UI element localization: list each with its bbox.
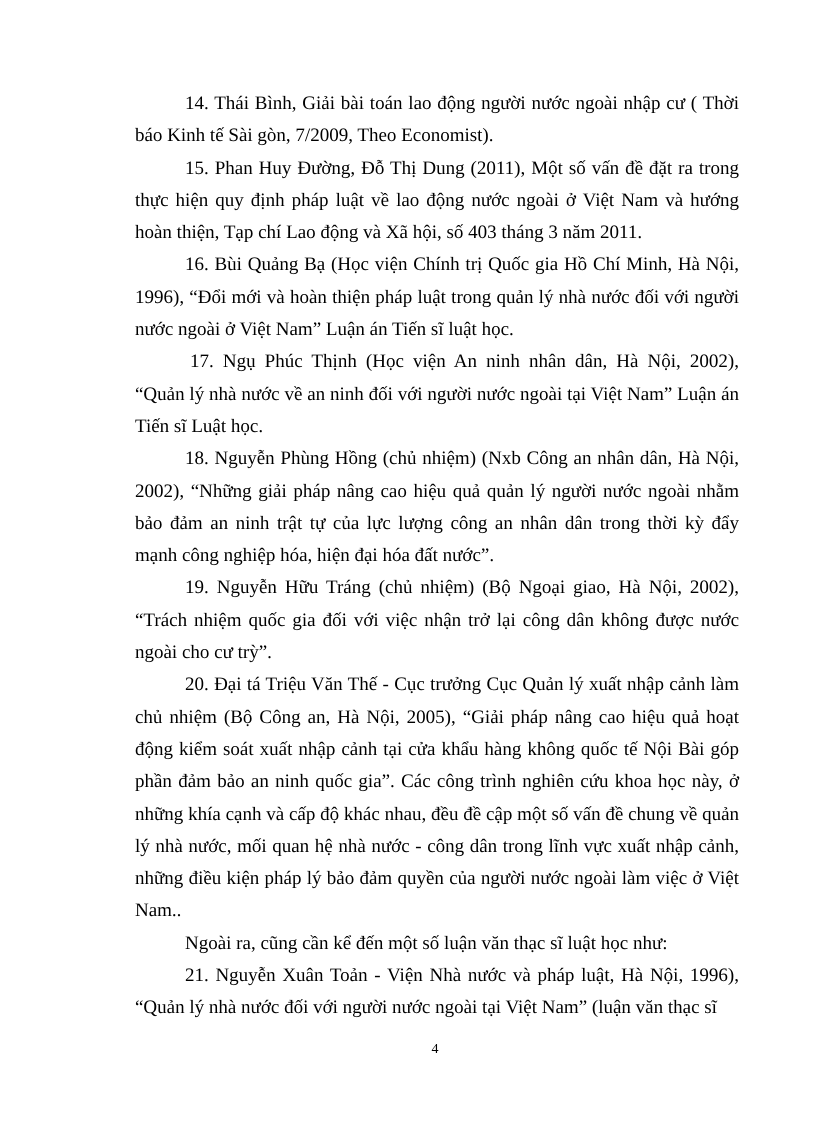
reference-19: 19. Nguyễn Hữu Tráng (chủ nhiệm) (Bộ Ngoại giao, Hà Nội, 2002), “Trách nhiệm quốc gia đối với việc nhận trở lại công dân không được nước ngoài cho cư trỳ”.	[135, 577, 739, 664]
reference-15: 15. Phan Huy Đường, Đỗ Thị Dung (2011), Một số vấn đề đặt ra trong thực hiện quy định pháp luật về lao động nước ngoài ở Việt Nam và hướng hoàn thiện, Tạp chí Lao động và Xã hội, số 403 tháng 3 năm 2011.	[135, 157, 739, 244]
reference-17: 17. Ngụ Phúc Thịnh (Học viện An ninh nhân dân, Hà Nội, 2002), “Quản lý nhà nước về an ninh đối với người nước ngoài tại Việt Nam” Luận án Tiến sĩ Luật học.	[135, 351, 739, 437]
additional-theses-intro: Ngoài ra, cũng cần kể đến một số luận văn thạc sĩ luật học như:	[185, 932, 668, 954]
reference-14: 14. Thái Bình, Giải bài toán lao động người nước ngoài nhập cư ( Thời báo Kinh tế Sài gòn, 7/2009, Theo Economist).	[135, 93, 739, 147]
reference-18: 18. Nguyễn Phùng Hồng (chủ nhiệm) (Nxb Công an nhân dân, Hà Nội, 2002), “Những giải pháp nâng cao hiệu quả quản lý người nước ngoài nhằm bảo đảm an ninh trật tự của lực lượng công an nhân dân trong thời kỳ đẩy mạnh công nghiệp hóa, hiện đại hóa đất nước”.	[135, 448, 739, 567]
reference-16: 16. Bùi Quảng Bạ (Học viện Chính trị Quốc gia Hồ Chí Minh, Hà Nội, 1996), “Đổi mới và hoàn thiện pháp luật trong quản lý nhà nước đối với người nước ngoài ở Việt Nam” Luận án Tiến sĩ luật học.	[135, 254, 739, 341]
document-body	[135, 88, 739, 1025]
reference-20: 20. Đại tá Triệu Văn Thế - Cục trưởng Cục Quản lý xuất nhập cảnh làm chủ nhiệm (Bộ Công an, Hà Nội, 2005), “Giải pháp nâng cao hiệu quả hoạt động kiểm soát xuất nhập cảnh tại cửa khẩu hàng không quốc tế Nội Bài góp phần đảm bảo an ninh quốc gia”. Các công trình nghiên cứu khoa học này, ở những khía cạnh và cấp độ khác nhau, đều đề cập một số vấn đề chung về quản lý nhà nước, mối quan hệ nhà nước - công dân trong lĩnh vực xuất nhập cảnh, những điều kiện pháp lý bảo đảm quyền của người nước ngoài làm việc ở Việt Nam..	[135, 674, 739, 922]
page-number: 4	[431, 1042, 439, 1057]
reference-21: 21. Nguyễn Xuân Toản - Viện Nhà nước và pháp luật, Hà Nội, 1996), “Quản lý nhà nước đối với người nước ngoài tại Việt Nam” (luận văn thạc sĩ	[135, 965, 739, 1019]
